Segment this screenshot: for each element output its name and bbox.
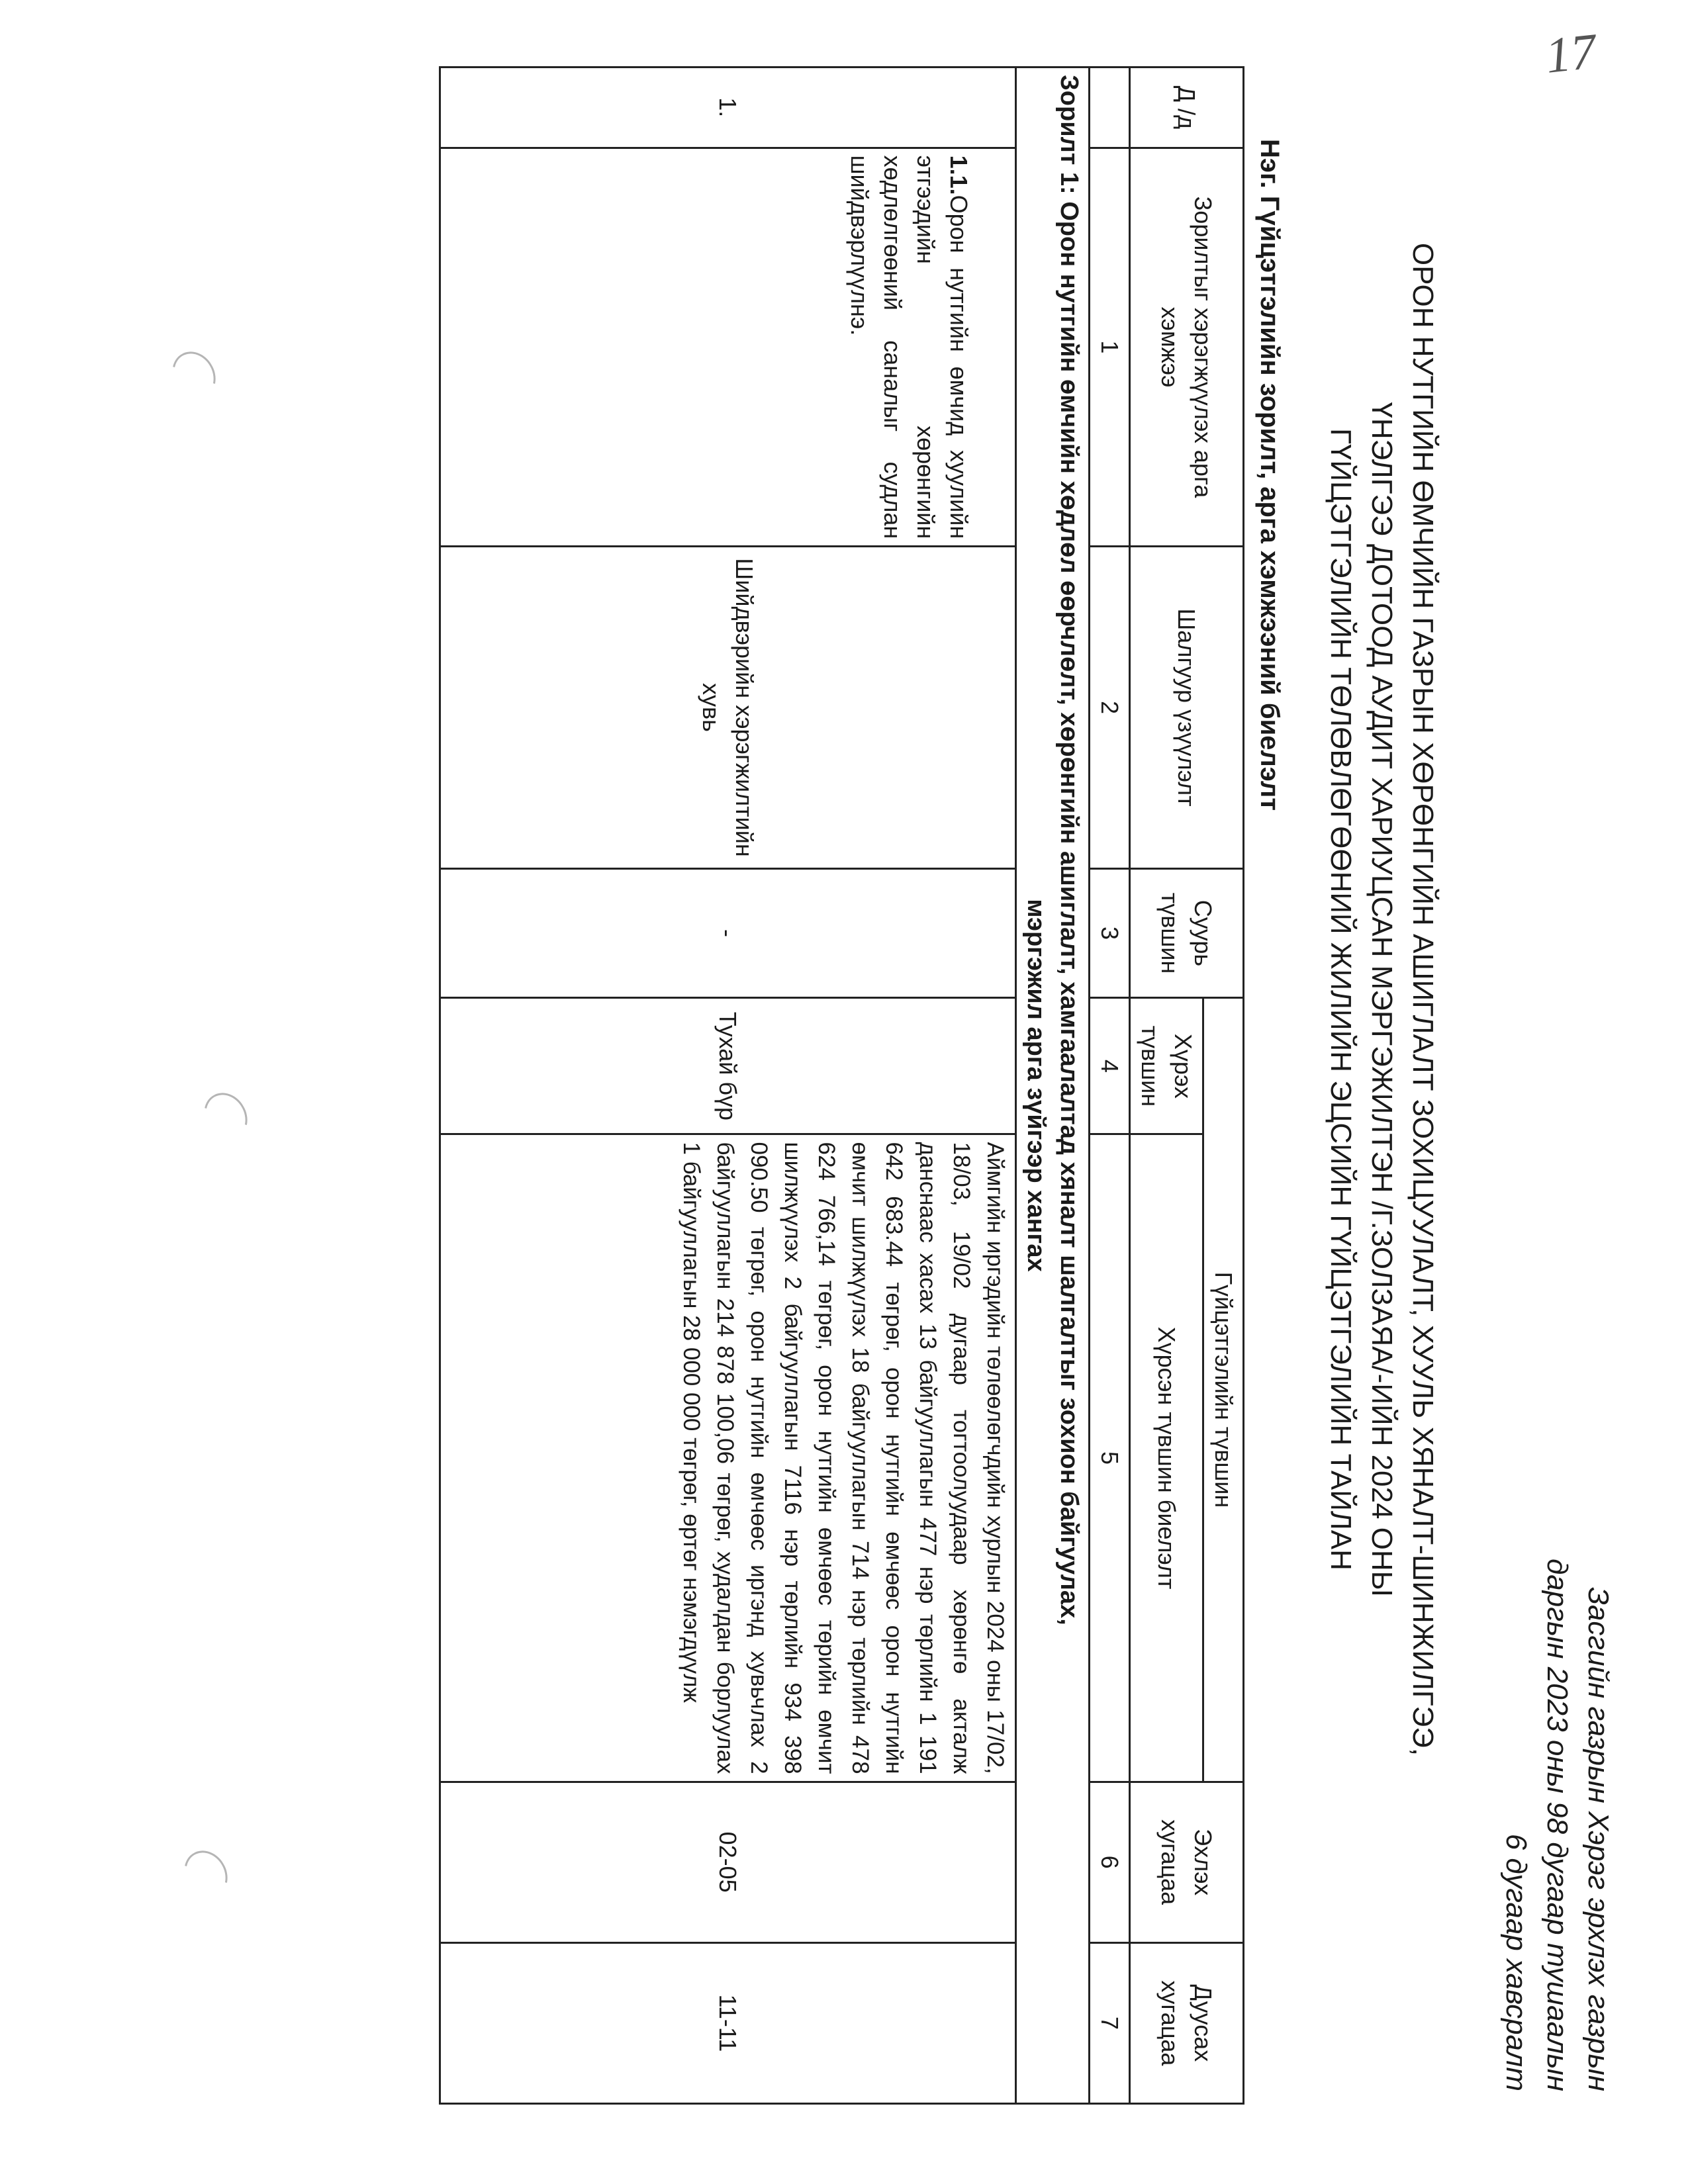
appendix-note-line: 6 дугаар хавсралт bbox=[1500, 1833, 1532, 2091]
header-start-date: Эхлэх хугацаа bbox=[1130, 1782, 1244, 1942]
appendix-note-line: даргын 2023 оны 98 дугаар тушаалын bbox=[1541, 1558, 1573, 2091]
document-title bbox=[1320, 132, 1443, 1866]
header-baseline: Суурь түвшин bbox=[1130, 868, 1244, 998]
activity-text: Орон нутгийн өмчид хуулийн этгээдийн хөрөнгийн хөдлөлгөөний саналыг судлан шийдвэрлүүлнэ. bbox=[846, 155, 972, 539]
page-number: 17 bbox=[1542, 23, 1599, 84]
end-date-cell: 11-11 bbox=[440, 1942, 1016, 2103]
column-number: 1 bbox=[1090, 148, 1130, 547]
row-number: 1. bbox=[440, 68, 1016, 148]
column-number: 3 bbox=[1090, 868, 1130, 998]
rotated-document-content bbox=[99, 53, 1642, 2131]
header-indicator: Шалгуур үзүүлэлт bbox=[1130, 547, 1244, 868]
document-title-line: ҮНЭЛГЭЭ ДОТООД АУДИТ ХАРИУЦСАН МЭРГЭЖИЛТЭН /Г.ЗОЛЗАЯА/-ИЙН 2024 ОНЫ bbox=[1366, 402, 1398, 1597]
header-no: Д /д bbox=[1130, 68, 1244, 148]
appendix-note bbox=[1495, 1297, 1618, 2091]
column-number-row bbox=[1090, 68, 1130, 2104]
header-end-date: Дуусах хугацаа bbox=[1130, 1942, 1244, 2103]
document-title-line: ОРОН НУТГИЙН ӨМЧИЙН ГАЗРЫН ХӨРӨНГИЙН АШИГЛАЛТ ЗОХИЦУУЛАЛТ, ХУУЛЬ ХЯНАЛТ-ШИНЖИЛГЭЭ, bbox=[1407, 242, 1439, 1756]
goal-row bbox=[1016, 68, 1090, 2104]
goal-cell bbox=[1016, 68, 1090, 2104]
column-number: 4 bbox=[1090, 998, 1130, 1134]
column-number: 7 bbox=[1090, 1942, 1130, 2103]
column-number: 5 bbox=[1090, 1134, 1130, 1782]
header-activity: Зорилтыг хэрэгжүүлэх арга хэмжээ bbox=[1130, 148, 1244, 547]
header-target: Хүрэх түвшин bbox=[1130, 998, 1203, 1134]
appendix-note-line: Засгийн газрын Хэрэг эрхлэх газрын bbox=[1582, 1586, 1615, 2091]
start-date-cell: 02-05 bbox=[440, 1782, 1016, 1942]
document-title-line: ГҮЙЦЭТГЭЛИЙН ТӨЛӨВЛӨГӨӨНИЙ ЖИЛИЙН ЭЦСИЙН ГҮЙЦЭТГЭЛИЙН ТАЙЛАН bbox=[1325, 428, 1357, 1570]
activity-cell bbox=[440, 148, 1016, 547]
column-number-blank bbox=[1090, 68, 1130, 148]
header-achieved: Хүрсэн түвшин биелэлт bbox=[1130, 1134, 1203, 1782]
goal-title: Зорилт 1: Орон нутгийн өмчийн хөдлөл өөрчлөлт, хөрөнгийн ашиглалт, хамгаалалтад хяналт шалгалтыг зохион байгуулах, bbox=[1055, 75, 1083, 1625]
target-cell: Тухай бүр bbox=[440, 998, 1016, 1134]
baseline-cell: - bbox=[440, 868, 1016, 998]
performance-table bbox=[439, 66, 1244, 2105]
indicator-cell: Шийдвэрийн хэрэгжилтийн хувь bbox=[440, 547, 1016, 868]
activity-number: 1.1. bbox=[945, 155, 972, 195]
achieved-cell: Аймгийн иргэдийн төлөөлөгчдийн хурлын 2024 оны 17/02, 18/03, 19/02 дугаар тогтоолуудаар хөрөнгө акталж данснаас хасах 13 байгууллагын 477 нэр төрлийн 1 191 642 683.44 төгрөг, орон нутгийн өмчөөс орон нутгийн өмчит шилжүүлэх 18 байгууллагын 714 нэр төрлийн 478 624 766,14 төгрөг, орон нутгийн өмчөөс төрийн өмчит шилжүүлэх 2 байгууллагын 7116 нэр төрлийн 934 398 090.50 төгрөг, орон нутгийн өмчөөс иргэнд хувьчлах 2 байгууллагын 214 878 100,06 төгрөг, худалдан борлуулах 1 байгууллагын 28 000 000 төгрөг, өртөг нэмэгдүүлж bbox=[440, 1134, 1016, 1782]
column-number: 2 bbox=[1090, 547, 1130, 868]
column-number: 6 bbox=[1090, 1782, 1130, 1942]
goal-title-continued: мэргэжил арга зүйгээр хангах bbox=[1022, 899, 1050, 1272]
table-row bbox=[440, 68, 1016, 2104]
table-header-row bbox=[1203, 68, 1244, 2104]
header-performance-level: Гүйцэтгэлийн түвшин bbox=[1203, 998, 1244, 1782]
section-heading: Нэг. Гүйцэтгэлийн зорилт, арга хэмжээний биелэлт bbox=[1255, 139, 1284, 811]
